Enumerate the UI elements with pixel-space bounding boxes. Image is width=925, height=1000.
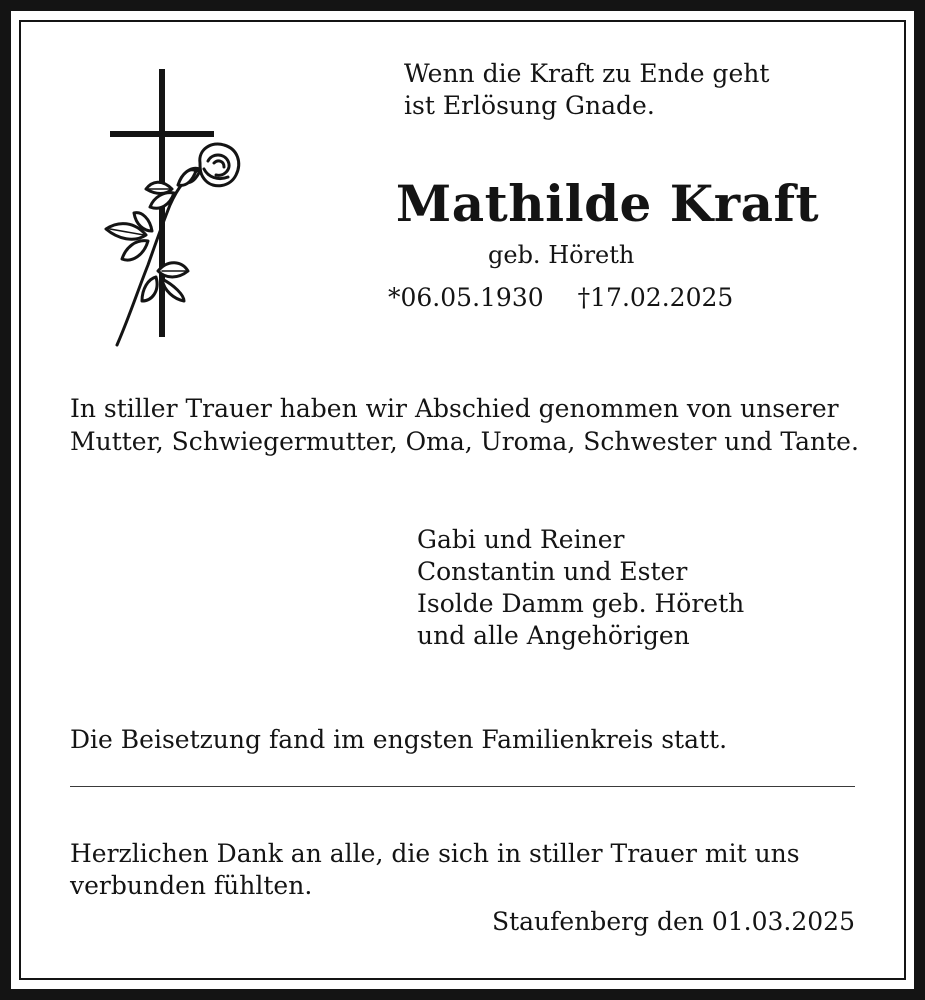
motto [404,58,769,122]
life-dates [388,282,733,314]
maiden-name: geb. Höreth [488,241,635,269]
motto-line: Wenn die Kraft zu Ende geht [404,59,770,88]
mourner-entry: Isolde Damm geb. Höreth [417,589,745,618]
burial-note: Die Beisetzung fand im engsten Familienkreis statt. [70,725,728,754]
mourner-entry: und alle Angehörigen [417,621,690,650]
mourner-entry: Constantin und Ester [417,557,688,586]
thanks-line: Herzlichen Dank an alle, die sich in stiller Trauer mit uns [70,839,800,868]
thanks-line: verbunden fühlten. [70,871,313,900]
place-and-date: Staufenberg den 01.03.2025 [491,907,855,936]
birth-date: *06.05.1930 [388,283,544,312]
motto-line: ist Erlösung Gnade. [404,91,655,120]
deceased-name-text: Mathilde Kraft [395,174,820,233]
deceased-name [0,172,925,236]
mourning-notice: In stiller Trauer haben wir Abschied genommen von unserer Mutter, Schwiegermutter, Oma, Uroma, Schwester und Tante. [70,394,859,456]
thanks-note [70,838,800,902]
death-date: †17.02.2025 [577,283,734,312]
divider [70,786,855,787]
mourners-list [417,524,744,652]
mourner-entry: Gabi und Reiner [417,525,625,554]
